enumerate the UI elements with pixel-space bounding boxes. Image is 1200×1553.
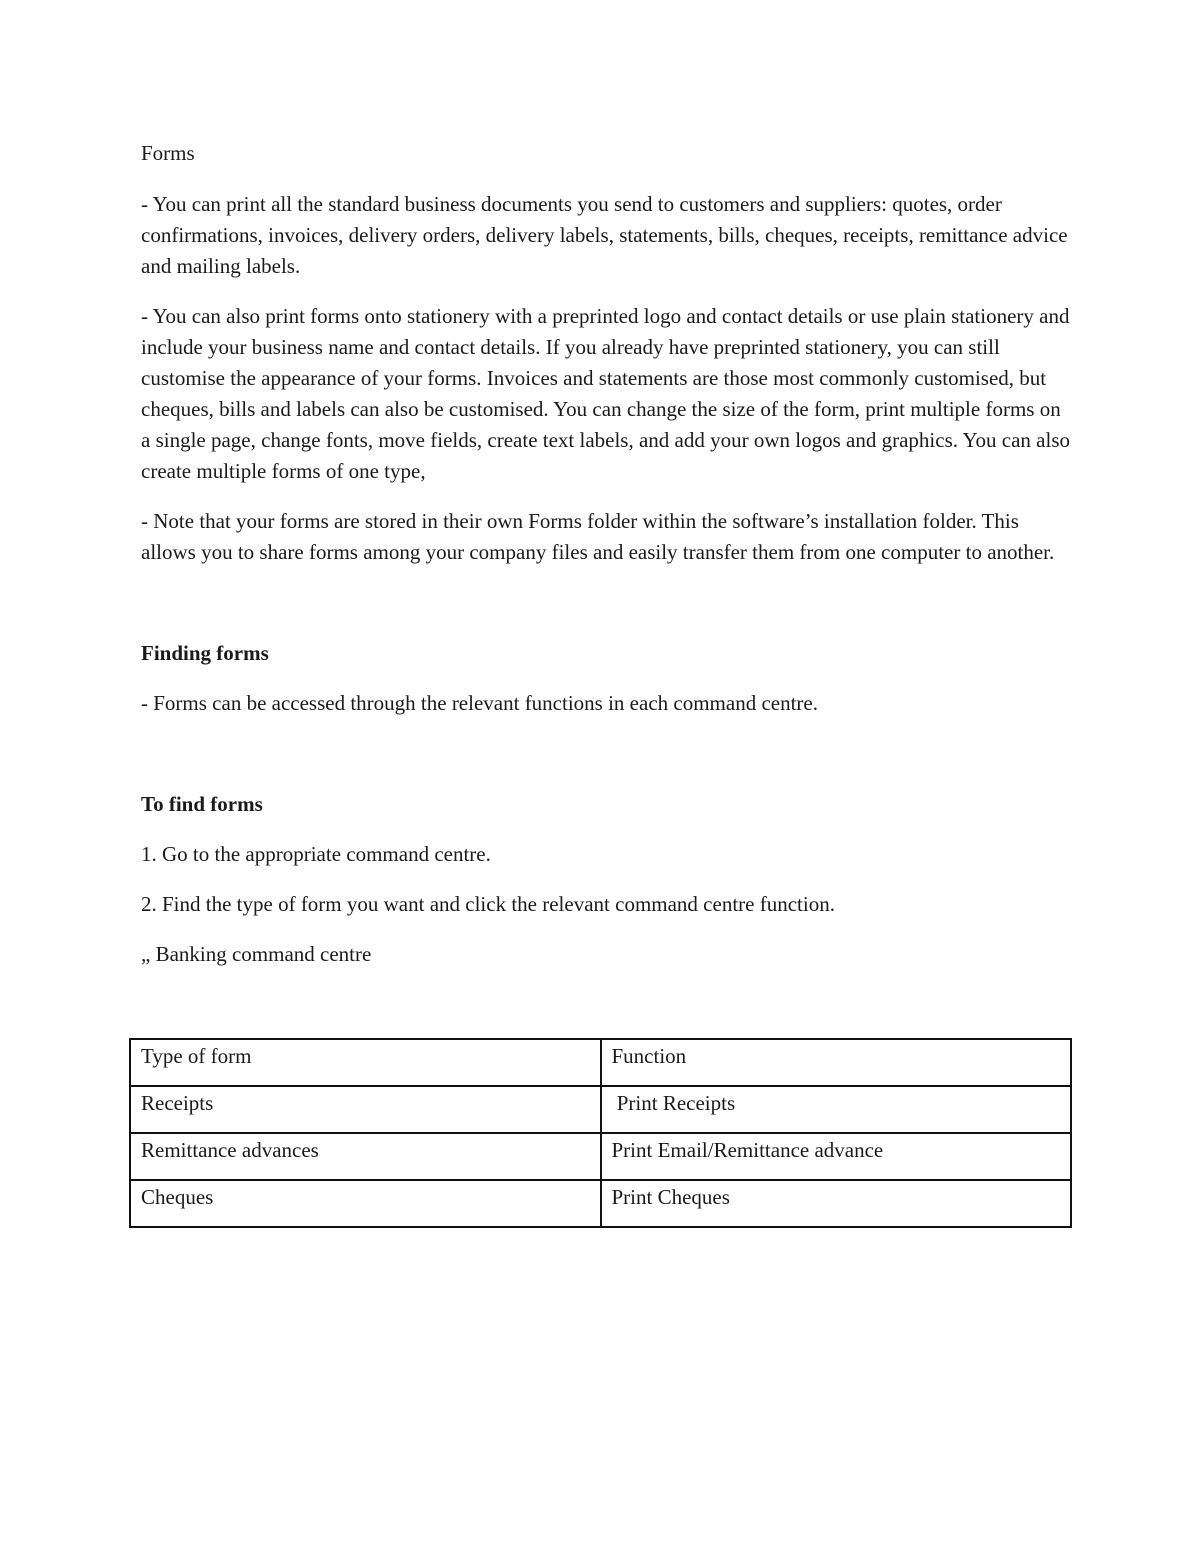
table-row — [130, 1133, 1071, 1180]
finding-forms-text: - Forms can be accessed through the relevant functions in each command centre. — [141, 691, 818, 715]
step-2: 2. Find the type of form you want and click the relevant command centre function. — [141, 892, 835, 916]
table-header-type: Type of form — [130, 1039, 601, 1086]
to-find-forms-heading: To find forms — [141, 792, 263, 816]
forms-table — [129, 1038, 1072, 1228]
finding-forms-heading: Finding forms — [141, 641, 269, 665]
document-title: Forms — [141, 141, 195, 165]
table-row — [130, 1180, 1071, 1227]
banking-command-centre-item: „ Banking command centre — [141, 942, 372, 966]
section-spacer — [141, 587, 1071, 638]
table-header-function: Function — [601, 1039, 1072, 1086]
table-cell-type: Receipts — [130, 1086, 601, 1133]
document-page — [141, 138, 1071, 1209]
table-header-row — [130, 1039, 1071, 1086]
table-cell-type: Cheques — [130, 1180, 601, 1227]
step-1: 1. Go to the appropriate command centre. — [141, 842, 491, 866]
table-cell-function: Print Cheques — [601, 1180, 1072, 1227]
table-cell-type: Remittance advances — [130, 1133, 601, 1180]
section-spacer — [141, 738, 1071, 789]
table-spacer — [141, 989, 1071, 1038]
intro-paragraph-3: - Note that your forms are stored in their own Forms folder within the software’s installation folder. This allows you to share forms among your company files and easily transfer them from one computer to another. — [141, 509, 1055, 564]
table-cell-function: Print Receipts — [601, 1086, 1072, 1133]
table-cell-function: Print Email/Remittance advance — [601, 1133, 1072, 1180]
intro-paragraph-1: - You can print all the standard business documents you send to customers and suppliers: quotes, order confirmations, invoices, delivery orders, delivery labels, statements, bills, cheques, receipts, remittance advice and mailing labels. — [141, 192, 1068, 278]
intro-paragraph-2: - You can also print forms onto stationery with a preprinted logo and contact details or use plain stationery and include your business name and contact details. If you already have preprinted stationery, you can still customise the appearance of your forms. Invoices and statements are those most commonly customised, but cheques, bills and labels can also be customised. You can change the size of the form, print multiple forms on a single page, change fonts, move fields, create text labels, and add your own logos and graphics. You can also create multiple forms of one type, — [141, 304, 1071, 483]
table-row — [130, 1086, 1071, 1133]
